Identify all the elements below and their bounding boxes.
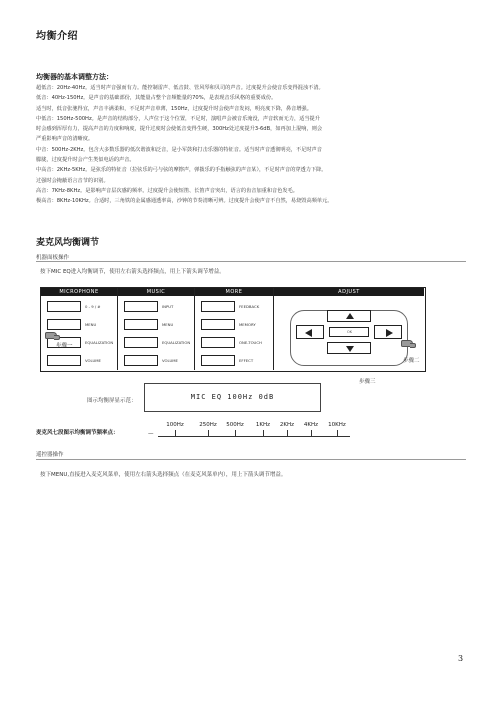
mic-menu-label: MENU [85,322,97,327]
music-input-button[interactable] [124,301,158,312]
basic-line: 高音：7KHz-8KHz。是影响声音层次感的频率。过度提升会使短笛、长笛声音突出，语言的齿音加重和音色发毛。 [36,187,298,194]
basic-line: 低音：40Hz-150Hz。是声音的基础部份，其能量占整个音频能量的70%，是表现音乐风格的重要成份。 [36,95,277,102]
mic-eq-title: 麦克风均衡调节 [36,238,100,248]
divider [36,261,466,262]
more-header: MORE [195,288,273,296]
more-section [195,288,274,370]
basic-line: 过强时会掩蔽语言音节的识别。 [36,177,109,184]
up-arrow-icon [346,313,354,319]
left-arrow-icon [305,329,312,337]
mic-equalization-label: EQUALIZATION [85,340,114,345]
pointing-hand-icon [401,340,413,347]
freq-point: 100Hz [166,422,184,428]
music-equalization-button[interactable] [124,337,158,348]
freq-point: 500Hz [226,422,244,428]
freq-dash: — [148,431,154,437]
memory-button[interactable] [201,319,235,330]
right-arrow-icon [386,329,393,337]
feedback-label: FEEDBACK [239,304,260,309]
basic-line: 朦胧，过度提升时会产生类似电话的声音。 [36,157,135,164]
front-panel-diagram [40,287,426,372]
music-menu-label: MENU [162,322,174,327]
freq-point: 10KHz [328,422,346,428]
freq-point: 1KHz [255,422,271,428]
right-arrow-button[interactable] [374,325,402,339]
down-arrow-icon [346,346,354,352]
music-volume-button[interactable] [124,355,158,366]
basic-line: 严重影响声音的清晰度。 [36,136,94,143]
remote-instruction: 按下MENU,直接进入麦克风菜单，使用左右箭头选择频点（在麦克风菜单内），用上下箭头调节增益。 [40,472,287,478]
basic-line: 极高音：8KHz-10KHz。合适时，三角铁的金属感通透率高，沙钟的节奏清晰可辨。过度提升会使声音不自然，易烧毁高频单元。 [36,198,333,205]
one-touch-button[interactable] [201,337,235,348]
display-example-label: 图示均衡屏显示范： [87,398,137,404]
panel-ops-label: 机器面板操作 [36,255,70,261]
basic-line: 适当时，低音张驰得宜，声音丰满柔和，不足时声音单薄，150Hz，过度提升时会使声音发闷，明亮度下降，鼻音增强。 [36,105,312,112]
divider [36,459,466,460]
pointing-hand-icon [45,332,57,339]
one-touch-label: ONE-TOUCH [239,340,262,345]
left-arrow-button[interactable] [296,325,324,339]
basic-method-body [36,83,476,207]
microphone-section [41,288,118,370]
basic-method-title: 均衡器的基本调整方法： [36,73,113,81]
freq-point: 4KHz [303,422,319,428]
lcd-display: MIC EQ 100Hz 0dB [144,383,321,412]
basic-line: 时会感到浑厚有力，提高声音的力度和响度，提升过度时会使低音变得生硬，300Hz处过度提升3-6dB，如再加上混响，则会 [36,126,323,133]
basic-line: 超低音：20Hz-40Hz。适当时声音强而有力。能控制雷声、低音鼓、管风琴和贝司的声音。过度提升会使音乐变得混浊不清。 [36,85,324,91]
basic-line: 中音：500Hz-2KHz。包含大多数乐器的低次谐波和泛音，是小军鼓和打击乐器的特征音。适当时声音透彻明亮，不足时声音 [36,146,322,153]
music-input-label: INPUT [162,304,174,309]
microphone-header: MICROPHONE [41,288,117,296]
freq-point: 250Hz [199,422,217,428]
music-menu-button[interactable] [124,319,158,330]
ok-button[interactable] [329,327,369,337]
memory-label: MEMORY [239,322,256,327]
effect-button[interactable] [201,355,235,366]
music-section [118,288,195,370]
music-equalization-label: EQUALIZATION [162,340,191,345]
section-title: 均衡介绍 [36,31,78,42]
up-arrow-button[interactable] [327,310,371,322]
page-number: 3 [458,654,464,663]
frequency-points-label: 麦克风七段图示均衡调节频率点： [36,430,119,436]
freq-scale [158,430,350,438]
feedback-button[interactable] [201,301,235,312]
basic-line: 中低音：150Hz-500Hz。是声音的结构部分，人声位于这个位置，不足时，演唱声会被音乐淹没，声音软而无力，适当提升 [36,115,320,122]
music-header: MUSIC [118,288,194,296]
basic-line: 中高音：2KHz-5KHz。是弦乐的特征音（拉弦乐的弓与弦的摩擦声，弹拨乐的手指触弦的声音某），不足时声音的穿透力下降。 [36,167,327,174]
adjust-section [274,288,424,370]
freq-point: 2KHz [279,422,295,428]
adjust-header: ADJUST [274,288,424,296]
ok-label: OK [347,330,353,334]
down-arrow-button[interactable] [327,342,371,354]
music-volume-label: VOLUME [162,358,178,363]
mic-volume-button[interactable] [47,355,81,366]
mic-volume-label: VOLUME [85,358,101,363]
effect-label: EFFECT [239,358,254,363]
mic-menu-button[interactable] [47,319,81,330]
mic-digit-button[interactable] [47,301,81,312]
mic-digit-label: 0 - 9 / # [85,304,101,309]
step-two-label: 步骤二 [403,358,420,364]
remote-ops-label: 遥控器操作 [36,452,64,458]
panel-instruction: 按下MIC EQ进入均衡调节，使用左右箭头选择频点，用上下箭头调节增益。 [40,269,225,275]
step-three-label: 步骤三 [359,379,376,385]
step-one-label: 步骤一 [56,343,73,349]
